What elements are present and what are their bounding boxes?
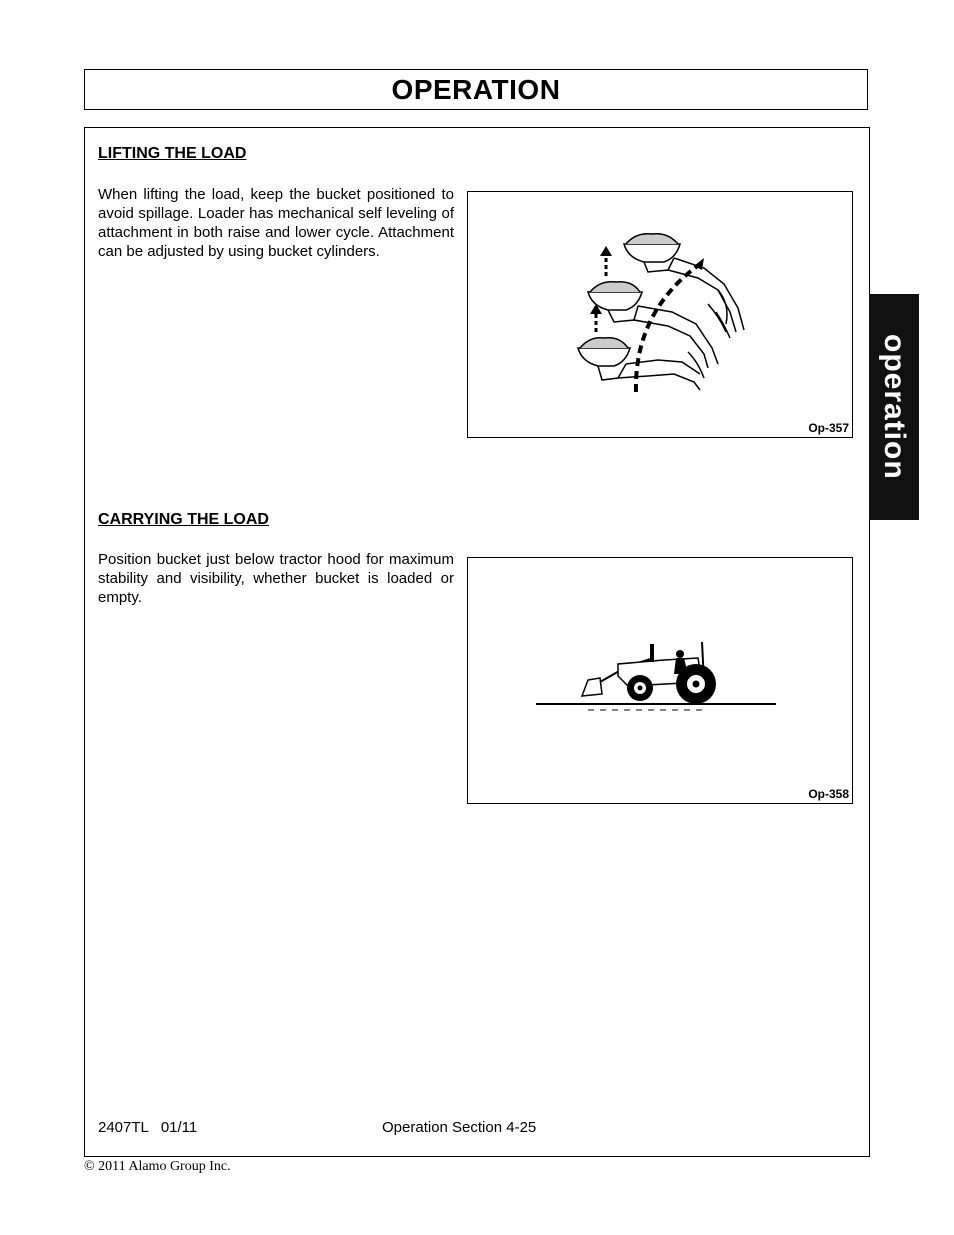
tractor-carrying-illustration [468,558,854,805]
copyright-notice: © 2011 Alamo Group Inc. [84,1159,231,1174]
section-heading-lifting: LIFTING THE LOAD [98,145,247,162]
figure-code-op357: Op-357 [808,421,849,435]
section-side-tab [869,294,919,520]
footer-section: Operation Section 4-25 [382,1119,537,1136]
section-body-carrying: Position bucket just below tractor hood for maximum stability and visibility, whether bucket is loaded or empty. [98,551,454,606]
figure-carrying-load [467,557,853,804]
side-tab-label: operation [878,334,911,480]
page-title: OPERATION [391,73,561,105]
figure-lifting-load [467,191,853,438]
loader-lift-illustration [468,192,854,439]
page-header [84,69,868,110]
footer-doc-id: 2407TL 01/11 [98,1119,198,1136]
section-body-lifting: When lifting the load, keep the bucket positioned to avoid spillage. Loader has mechanical self leveling of attachment in both raise and lower cycle. Attachment can be adjusted by using bucket cylinders. [98,186,454,260]
figure-code-op358: Op-358 [808,787,849,801]
section-heading-carrying: CARRYING THE LOAD [98,511,269,528]
